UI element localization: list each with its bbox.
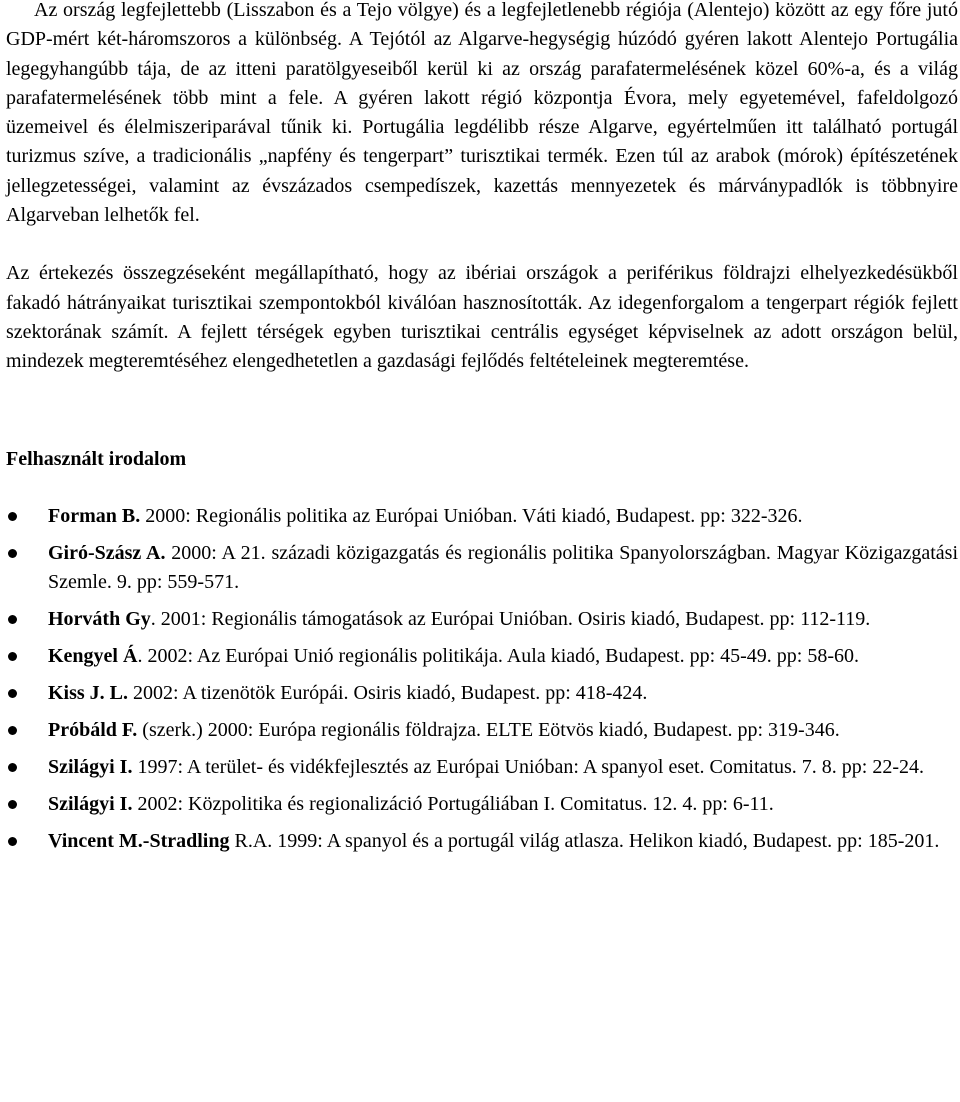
- bullet-icon: [8, 837, 17, 846]
- reference-author: Kiss J. L.: [48, 681, 129, 704]
- bullet-icon: [8, 800, 17, 809]
- reference-text: 2000: A 21. századi közigazgatás és regionális politika Spanyolországban. Magyar Közigazgatási Szemle. 9. pp: 559-571.: [48, 541, 958, 593]
- reference-text: 1997: A terület- és vidékfejlesztés az Európai Unióban: A spanyol eset. Comitatus. 7. 8. pp: 22-24.: [132, 755, 924, 778]
- references-heading: Felhasznált irodalom: [6, 447, 187, 470]
- bullet-icon: [8, 652, 17, 661]
- reference-text: . 2001: Regionális támogatások az Európai Unióban. Osiris kiadó, Budapest. pp: 112-119.: [150, 607, 871, 630]
- body-paragraph: Az ország legfejlettebb (Lisszabon és a Tejo völgye) és a legfejletlenebb régiója (Alentejo) között az egy főre jutó GDP-mért két-háromszoros a különbség. A Tejótól az Algarve-hegységig húzódó gyéren lakott Alentejo Portugália legegyhangúbb tája, de az itteni paratölgyeseiből kerül ki az ország parafatermelésének közel 60%-a, és a világ parafatermelésének több mint a fele. A gyéren lakott régió központja Évora, mely egyetemével, fafeldolgozó üzemeivel és élelmiszeriparával tűnik ki. Portugália legdélibb része Algarve, egyértelműen itt található portugál turizmus szíve, a tradicionális „napfény és tengerpart” turisztikai termék. Ezen túl az arabok (mórok) építészetének jellegzetességei, valamint az évszázados csempedíszek, kazettás mennyezetek és márványpadlók is többnyire Algarveban lelhetők fel.: [6, 0, 958, 227]
- bullet-icon: [8, 512, 17, 521]
- reference-author: Kengyel Á: [48, 644, 138, 667]
- bullet-icon: [8, 763, 17, 772]
- reference-item: [6, 790, 958, 819]
- reference-text: R.A. 1999: A spanyol és a portugál világ atlasza. Helikon kiadó, Budapest. pp: 185-201.: [229, 829, 940, 852]
- reference-text: (szerk.) 2000: Európa regionális földrajza. ELTE Eötvös kiadó, Budapest. pp: 319-346.: [137, 718, 840, 741]
- reference-author: Szilágyi I.: [48, 792, 133, 815]
- reference-item: [6, 642, 958, 671]
- reference-item: [6, 502, 958, 531]
- bullet-icon: [8, 549, 17, 558]
- reference-author: Vincent M.-Stradling: [48, 829, 230, 852]
- reference-text: 2000: Regionális politika az Európai Unióban. Váti kiadó, Budapest. pp: 322-326.: [140, 504, 803, 527]
- reference-item: [6, 605, 958, 634]
- reference-item: [6, 716, 958, 745]
- reference-author: Szilágyi I.: [48, 755, 133, 778]
- reference-text: 2002: A tizenötök Európái. Osiris kiadó, Budapest. pp: 418-424.: [128, 681, 648, 704]
- reference-item: [6, 827, 958, 856]
- reference-author: Giró-Szász A.: [48, 541, 166, 564]
- reference-author: Horváth Gy: [48, 607, 151, 630]
- bullet-icon: [8, 615, 17, 624]
- reference-author: Próbáld F.: [48, 718, 138, 741]
- reference-item: [6, 539, 958, 597]
- references-list: [6, 502, 958, 856]
- reference-text: . 2002: Az Európai Unió regionális politikája. Aula kiadó, Budapest. pp: 45-49. pp: 58-60.: [137, 644, 859, 667]
- document-page: [6, 0, 958, 864]
- bullet-icon: [8, 689, 17, 698]
- reference-item: [6, 679, 958, 708]
- reference-item: [6, 753, 958, 782]
- reference-author: Forman B.: [48, 504, 141, 527]
- bullet-icon: [8, 726, 17, 735]
- conclusion-paragraph: Az értekezés összegzéseként megállapítható, hogy az ibériai országok a periférikus földrajzi elhelyezkedésükből fakadó hátrányaikat turisztikai szempontokból kiválóan hasznosították. Az idegenforgalom a tengerpart régiók fejlett szektorának számít. A fejlett térségek egyben turisztikai centrális egységet képviselnek az adott országon belül, mindezek megteremtéséhez elengedhetetlen a gazdasági fejlődés feltételeinek megteremtése.: [6, 262, 958, 373]
- reference-text: 2002: Közpolitika és regionalizáció Portugáliában I. Comitatus. 12. 4. pp: 6-11.: [132, 792, 774, 815]
